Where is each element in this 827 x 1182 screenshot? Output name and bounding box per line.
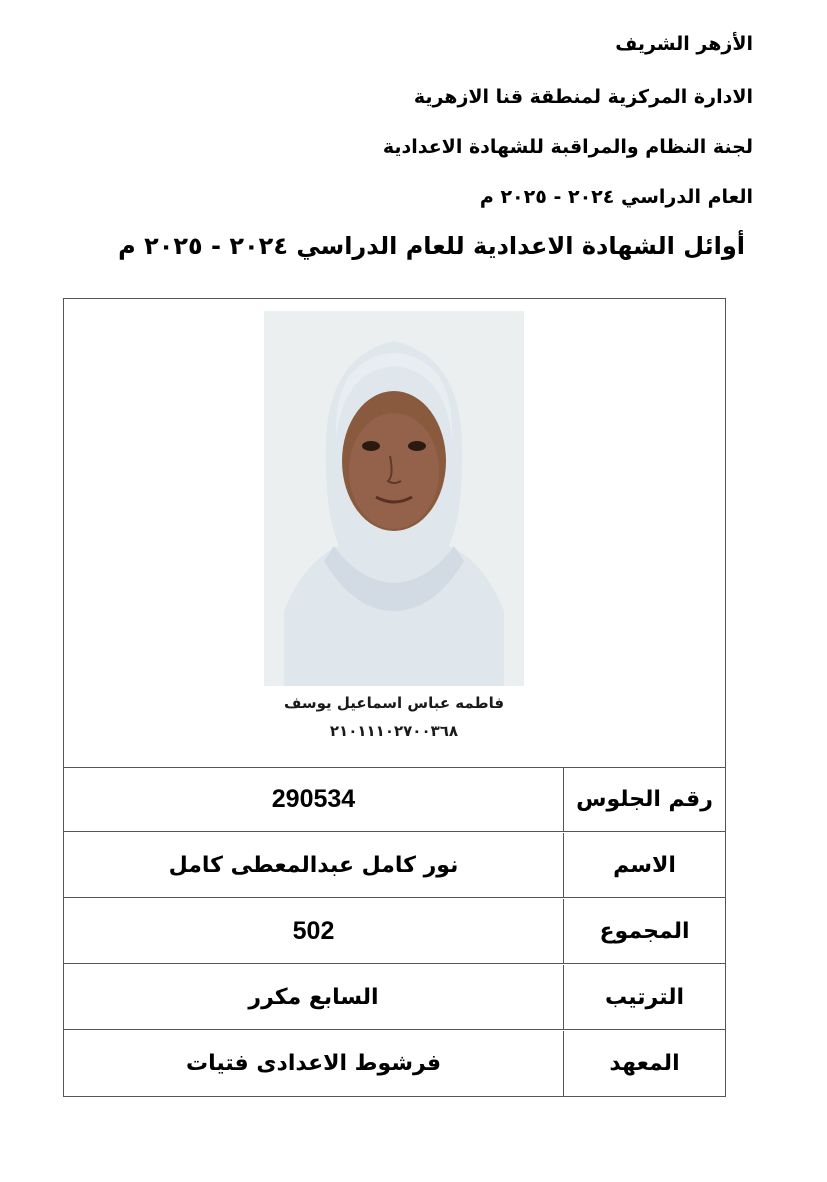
photo-caption-name: فاطمه عباس اسماعيل يوسف (283, 694, 505, 712)
institution-name: الأزهر الشريف (615, 33, 753, 55)
committee-name: لجنة النظام والمراقبة للشهادة الاعدادية (382, 136, 753, 158)
academic-year: العام الدراسي ٢٠٢٤ - ٢٠٢٥ م (479, 186, 753, 208)
name-value: نور كامل عبدالمعطى كامل (168, 852, 459, 878)
student-record-table (63, 298, 726, 1097)
name-label: الاسم (563, 833, 725, 897)
page-title: أوائل الشهادة الاعدادية للعام الدراسي ٢٠٢٤ - ٢٠٢٥ م (118, 232, 745, 260)
total-label: المجموع (563, 899, 725, 963)
student-portrait-image (264, 311, 524, 754)
institute-label: المعهد (563, 1031, 725, 1096)
row-name (64, 833, 725, 898)
seat-number-value: 290534 (271, 784, 356, 813)
row-total (64, 899, 725, 964)
row-seat-number (64, 767, 725, 832)
administration-name: الادارة المركزية لمنطقة قنا الازهرية (413, 86, 753, 108)
student-photo (264, 311, 524, 754)
row-institute (64, 1031, 725, 1096)
rank-value: السابع مكرر (248, 984, 379, 1010)
total-value: 502 (292, 916, 335, 945)
rank-label: الترتيب (563, 965, 725, 1029)
photo-caption-id: ٢١٠١١١٠٢٧٠٠٣٦٨ (329, 722, 459, 740)
photo-cell (64, 299, 725, 768)
seat-number-label: رقم الجلوس (563, 767, 725, 831)
row-rank (64, 965, 725, 1030)
institute-value: فرشوط الاعدادى فتيات (185, 1051, 442, 1076)
